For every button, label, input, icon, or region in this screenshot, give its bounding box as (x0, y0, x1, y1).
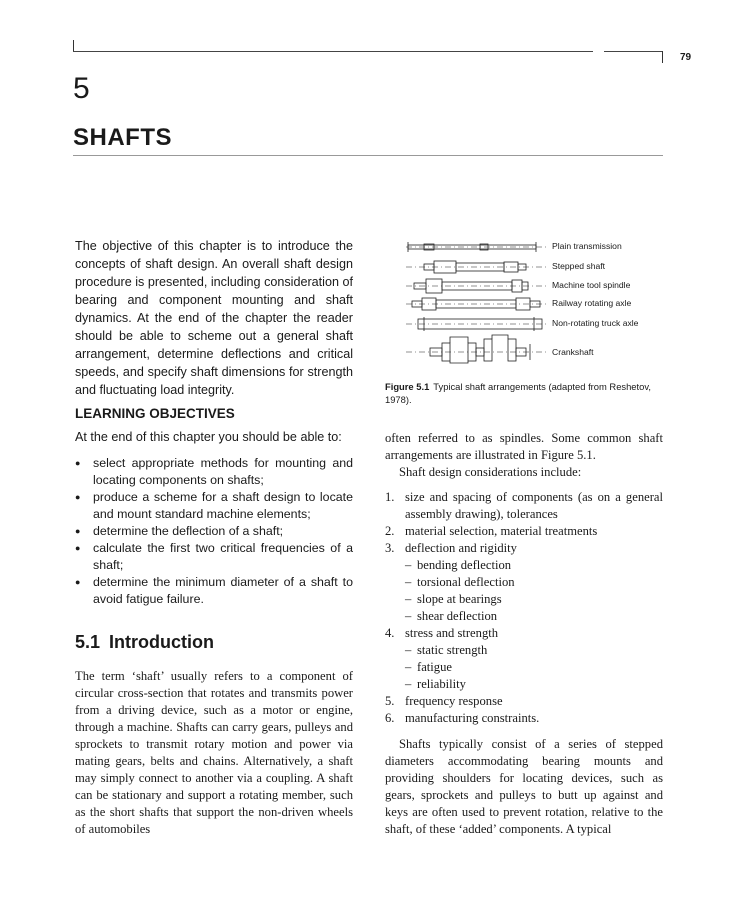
list-item: ● determine the deflection of a shaft; (75, 523, 353, 540)
sub-list-item: – slope at bearings (385, 591, 663, 608)
list-item: ● produce a scheme for a shaft design to locate and mount standard machine elements; (75, 489, 353, 523)
learning-objectives-intro: At the end of this chapter you should be able to: (75, 430, 342, 444)
sub-list-item: – static strength (385, 642, 663, 659)
list-item: 6. manufacturing constraints. (385, 711, 540, 725)
title-rule (73, 155, 663, 156)
sub-list-item: – torsional deflection (385, 574, 663, 591)
list-item: ● determine the minimum diameter of a shaft to avoid fatigue failure. (75, 574, 353, 608)
figure-label: Crankshaft (552, 347, 594, 357)
section-body-right-continued: Shafts typically consist of a series of stepped diameters accommodating bearing mounts and providing shoulders for locating devices, such as gears, sprockets and pulleys to butt up against and keys are often used to prevent rotation, relative to the shaft, of these ‘added’ components. A typical (385, 737, 663, 836)
page-number: 79 (680, 52, 692, 63)
figure-label: Railway rotating axle (552, 298, 632, 308)
figure-label: Machine tool spindle (552, 280, 631, 290)
body-paragraph: Shaft design considerations include: (399, 465, 582, 479)
truck-axle-drawing (406, 317, 548, 331)
figure-label: Plain transmission (552, 241, 622, 251)
shaft-drawings (400, 237, 550, 367)
shaft-arrangements-figure (400, 237, 662, 367)
figure-caption-text: Typical shaft arrangements (adapted from Reshetov, 1978). (385, 381, 651, 405)
railway-axle-drawing (406, 298, 548, 310)
sub-list-item: – shear deflection (385, 608, 663, 625)
list-item: 5. frequency response (385, 694, 503, 708)
list-item: 1. size and spacing of components (as on a general assembly drawing), tolerances (385, 490, 663, 521)
learning-objectives-list (75, 455, 353, 608)
body-paragraph: often referred to as spindles. Some common shaft arrangements are illustrated in Figure 5.1. (385, 431, 663, 462)
list-item: 4. stress and strength (385, 626, 499, 640)
chapter-number: 5 (73, 72, 90, 105)
header-rule-right (604, 51, 662, 52)
header-rule (73, 51, 593, 52)
chapter-title: SHAFTS (73, 124, 172, 151)
list-item: 2. material selection, material treatments (385, 524, 598, 538)
considerations-list (385, 489, 663, 727)
section-body-left: The term ‘shaft’ usually refers to a component of circular cross-section that rotates and transmits power from a driving device, such as a motor or engine, through a machine. Shafts can carry gears, pulleys and sprockets to transmit rotary motion and power via mating gears, belts and chains. Alternatively, a shaft may simply connect to another via a coupling. A shaft can be stationary and support a rotating member, such as the short shafts that support the non-driven wheels of automobiles (75, 669, 353, 836)
intro-paragraph: The objective of this chapter is to introduce the concepts of shaft design. An overall shaft design procedure is presented, including consideration of bearing and component mounting and shaft dynamics. At the end of the chapter the reader should be able to scheme out a general shaft arrangement, determine deflections and critical speeds, and specify shaft dimensions for strength and fluctuating load integrity. (75, 239, 353, 397)
figure-caption (385, 380, 663, 406)
plain-transmission-drawing (406, 242, 548, 252)
sub-list-item: – reliability (385, 676, 663, 693)
list-item: ● select appropriate methods for mounting and locating components on shafts; (75, 455, 353, 489)
crankshaft-drawing (406, 335, 548, 363)
machine-tool-spindle-drawing (406, 279, 548, 293)
section-heading (75, 632, 353, 653)
learning-objectives-heading: LEARNING OBJECTIVES (75, 406, 235, 421)
figure-label: Stepped shaft (552, 261, 606, 271)
sub-list-item: – bending deflection (385, 557, 663, 574)
list-item: 3. deflection and rigidity (385, 541, 517, 555)
sub-list-item: – fatigue (385, 659, 663, 676)
section-title: Introduction (109, 632, 215, 652)
header-right-tick (662, 51, 663, 63)
section-number: 5.1 (75, 632, 101, 652)
section-body-right (385, 430, 663, 481)
stepped-shaft-drawing (406, 261, 548, 273)
figure-caption-label: Figure 5.1 (385, 381, 430, 392)
figure-label: Non-rotating truck axle (552, 318, 639, 328)
list-item: ● calculate the first two critical frequencies of a shaft; (75, 540, 353, 574)
